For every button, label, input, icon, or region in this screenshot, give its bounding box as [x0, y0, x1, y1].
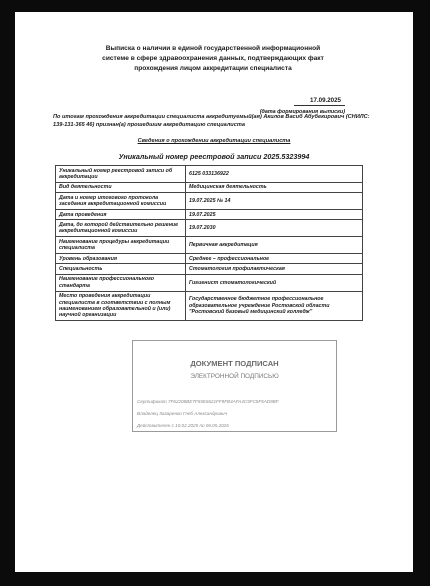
table-row: [56, 264, 363, 274]
table-row: [56, 237, 363, 254]
table-row-value: Среднее – профессиональное: [186, 254, 363, 264]
registry-number-line: Уникальный номер реестровой записи 2025.5323994: [118, 152, 310, 161]
table-row-label: Дата проведения: [56, 210, 186, 220]
table-row: [56, 166, 363, 183]
table-row-label: Наименование профессионального стандарта: [56, 274, 186, 291]
table-row: [56, 193, 363, 210]
table-row-value: Медицинская деятельность: [186, 182, 363, 192]
table-row-label: Уровень образования: [56, 254, 186, 264]
intro-text: По итогам прохождения аккредитации специалиста аккредитуемый(ая) Акилов Васиб Абубекирович (СНИЛС: 139-131-365 46) признан(а) прошедшим аккредитацию специалиста: [53, 114, 370, 128]
document-title: [75, 44, 351, 74]
issue-date: 17.09.2025: [294, 97, 345, 106]
stamp-subheading: ЭЛЕКТРОННОЙ ПОДПИСЬЮ: [190, 373, 279, 380]
document-page: [15, 12, 413, 572]
title-line: системе в сфере здравоохранения данных, подтверждающих факт: [102, 55, 324, 62]
table-row-value: Первичная аккредитация: [186, 237, 363, 254]
table-row-label: Наименование процедуры аккредитации специалиста: [56, 237, 186, 254]
table-row-value: Государственное бюджетное профессиональное образовательное учреждение Ростовской области "Ростовский базовый медицинский колледж": [186, 291, 363, 321]
stamp-owner: Владелец Загаренко Глеб Александрович: [137, 411, 227, 416]
section-heading: Сведения о прохождении аккредитации специалиста: [137, 138, 291, 144]
table-row-label: Вид деятельности: [56, 182, 186, 192]
table-row-value: Стоматология профилактическая: [186, 264, 363, 274]
table-row-value: 19.07.2025 № 14: [186, 193, 363, 210]
stamp-validity: Действителен с 10.02.2025 по 06.05.2026: [137, 423, 229, 428]
accreditation-table: [55, 165, 363, 321]
table-row-value: Гигиенист стоматологический: [186, 274, 363, 291]
table-row: [56, 254, 363, 264]
table-row-value: 19.07.2025: [186, 210, 363, 220]
table-row-label: Дата и номер итогового протокола заседания аккредитационной комиссии: [56, 193, 186, 210]
title-line: прохождения лицом аккредитации специалиста: [134, 65, 292, 72]
issue-date-caption: (дата формирования выписки): [259, 109, 345, 115]
table-row: [56, 291, 363, 321]
table-row-label: Уникальный номер реестровой записи об аккредитации: [56, 166, 186, 183]
table-row-value: 6125 033136922: [186, 166, 363, 183]
table-row: [56, 274, 363, 291]
title-line: Выписка о наличии в единой государственной информационной: [105, 45, 321, 52]
table-row: [56, 210, 363, 220]
table-row-value: 19.07.2030: [186, 220, 363, 237]
table-row: [56, 220, 363, 237]
table-row-label: Место проведения аккредитации специалиста в соответствии с полным наименованием образовательной и (или) научной организации: [56, 291, 186, 321]
stamp-certificate: Сертификат 7F62208BE7F55E6621FF9FB4AFA4C5FC5F5AD9BF: [137, 399, 279, 404]
date-block: [260, 89, 345, 115]
table-row-label: Дата, до которой действительно решение аккредитационной комиссии: [56, 220, 186, 237]
stamp-heading: ДОКУМЕНТ ПОДПИСАН: [190, 359, 279, 368]
table-row-label: Специальность: [56, 264, 186, 274]
table-row: [56, 182, 363, 192]
signature-stamp: [132, 340, 337, 432]
